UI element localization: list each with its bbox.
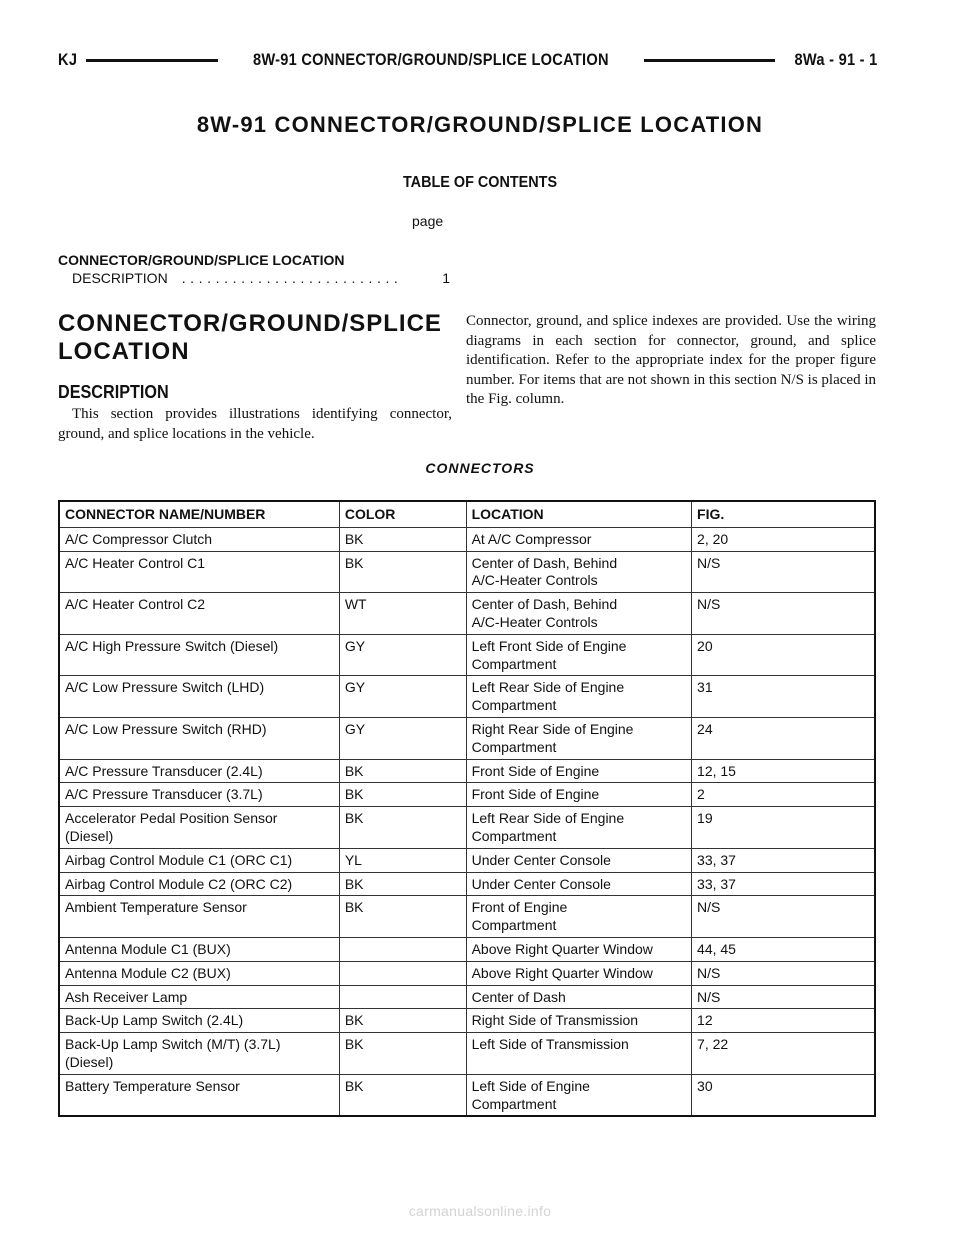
fig-cell: 33, 37: [692, 848, 875, 872]
index-paragraph: Connector, ground, and splice indexes are provided. Use the wiring diagrams in each section for connector, ground, and splice identification. Refer to the appropriate index for the proper figure number. For items that are not shown in this section N/S is placed in the Fig. column.: [466, 313, 876, 407]
table-row: [59, 872, 875, 896]
fig-cell: 12, 15: [692, 759, 875, 783]
table-row: [59, 717, 875, 759]
toc-entry-label: DESCRIPTION: [72, 270, 168, 286]
connector-name-cell: A/C Low Pressure Switch (LHD): [59, 676, 339, 718]
fig-cell: 2, 20: [692, 527, 875, 551]
color-cell: [339, 937, 466, 961]
header-page-number: 8Wa - 91 - 1: [794, 50, 878, 69]
table-row: [59, 896, 875, 938]
fig-cell: N/S: [692, 985, 875, 1009]
color-cell: BK: [339, 527, 466, 551]
table-row: [59, 1074, 875, 1116]
location-cell: Front of Engine Compartment: [466, 896, 691, 938]
connector-name-cell: Antenna Module C2 (BUX): [59, 961, 339, 985]
toc-page-label: page: [412, 213, 444, 229]
column-header: CONNECTOR NAME/NUMBER: [59, 501, 339, 527]
location-cell: Center of Dash, Behind A/C-Heater Controls: [466, 593, 691, 635]
table-row: [59, 961, 875, 985]
table-row: [59, 1033, 875, 1075]
color-cell: BK: [339, 783, 466, 807]
connector-name-cell: A/C High Pressure Switch (Diesel): [59, 634, 339, 676]
table-row: [59, 527, 875, 551]
fig-cell: 31: [692, 676, 875, 718]
connector-name-cell: Airbag Control Module C2 (ORC C2): [59, 872, 339, 896]
table-row: [59, 634, 875, 676]
fig-cell: 20: [692, 634, 875, 676]
column-header: FIG.: [692, 501, 875, 527]
fig-cell: N/S: [692, 961, 875, 985]
page-title: 8W-91 CONNECTOR/GROUND/SPLICE LOCATION: [196, 112, 764, 137]
fig-cell: 19: [692, 807, 875, 849]
fig-cell: 30: [692, 1074, 875, 1116]
color-cell: GY: [339, 676, 466, 718]
watermark: carmanualsonline.info: [408, 1203, 552, 1219]
location-cell: Left Front Side of Engine Compartment: [466, 634, 691, 676]
location-cell: Left Side of Transmission: [466, 1033, 691, 1075]
fig-cell: 44, 45: [692, 937, 875, 961]
location-cell: Left Rear Side of Engine Compartment: [466, 676, 691, 718]
connector-name-cell: Antenna Module C1 (BUX): [59, 937, 339, 961]
location-cell: Front Side of Engine: [466, 783, 691, 807]
connector-name-cell: A/C Pressure Transducer (3.7L): [59, 783, 339, 807]
connector-name-cell: A/C Compressor Clutch: [59, 527, 339, 551]
table-row: [59, 1009, 875, 1033]
color-cell: BK: [339, 551, 466, 593]
color-cell: GY: [339, 717, 466, 759]
table-header-row: [59, 501, 875, 527]
color-cell: YL: [339, 848, 466, 872]
fig-cell: 24: [692, 717, 875, 759]
connectors-table-body: [59, 527, 875, 1116]
table-row: [59, 783, 875, 807]
fig-cell: N/S: [692, 593, 875, 635]
color-cell: GY: [339, 634, 466, 676]
fig-cell: 12: [692, 1009, 875, 1033]
table-row: [59, 848, 875, 872]
location-cell: Under Center Console: [466, 848, 691, 872]
location-cell: Under Center Console: [466, 872, 691, 896]
table-row: [59, 937, 875, 961]
color-cell: BK: [339, 807, 466, 849]
color-cell: [339, 985, 466, 1009]
toc-entry[interactable]: [72, 270, 450, 286]
connector-name-cell: Back-Up Lamp Switch (2.4L): [59, 1009, 339, 1033]
section-title: CONNECTOR/GROUND/SPLICE LOCATION: [58, 310, 442, 365]
connector-name-cell: A/C Low Pressure Switch (RHD): [59, 717, 339, 759]
description-paragraph: This section provides illustrations identifying connector, ground, and splice locations in the vehicle.: [58, 406, 452, 442]
color-cell: BK: [339, 896, 466, 938]
color-cell: [339, 961, 466, 985]
connector-name-cell: Battery Temperature Sensor: [59, 1074, 339, 1116]
column-header: COLOR: [339, 501, 466, 527]
running-header: [58, 46, 878, 74]
location-cell: Above Right Quarter Window: [466, 961, 691, 985]
location-cell: Right Side of Transmission: [466, 1009, 691, 1033]
location-cell: Center of Dash: [466, 985, 691, 1009]
connector-name-cell: A/C Heater Control C2: [59, 593, 339, 635]
location-cell: At A/C Compressor: [466, 527, 691, 551]
color-cell: BK: [339, 759, 466, 783]
location-cell: Right Rear Side of Engine Compartment: [466, 717, 691, 759]
fig-cell: 33, 37: [692, 872, 875, 896]
connector-name-cell: Airbag Control Module C1 (ORC C1): [59, 848, 339, 872]
header-rule: [86, 59, 218, 62]
toc-section-title: CONNECTOR/GROUND/SPLICE LOCATION: [58, 252, 345, 268]
connectors-table: [58, 500, 876, 1117]
right-column: [466, 312, 876, 410]
connector-name-cell: A/C Heater Control C1: [59, 551, 339, 593]
color-cell: BK: [339, 872, 466, 896]
toc-entry-page: 1: [442, 270, 450, 286]
fig-cell: 7, 22: [692, 1033, 875, 1075]
table-row: [59, 676, 875, 718]
toc-heading: TABLE OF CONTENTS: [402, 174, 558, 191]
header-vehicle-code: KJ: [58, 50, 78, 69]
location-cell: Above Right Quarter Window: [466, 937, 691, 961]
location-cell: Left Side of Engine Compartment: [466, 1074, 691, 1116]
table-row: [59, 985, 875, 1009]
table-row: [59, 807, 875, 849]
connector-name-cell: Back-Up Lamp Switch (M/T) (3.7L) (Diesel): [59, 1033, 339, 1075]
column-header: LOCATION: [466, 501, 691, 527]
color-cell: BK: [339, 1009, 466, 1033]
left-column: [58, 310, 452, 444]
description-subheading: DESCRIPTION: [58, 382, 169, 402]
location-cell: Center of Dash, Behind A/C-Heater Controls: [466, 551, 691, 593]
location-cell: Front Side of Engine: [466, 759, 691, 783]
connector-name-cell: Ash Receiver Lamp: [59, 985, 339, 1009]
header-rule: [644, 59, 776, 62]
toc-entry-leader: ..........................: [181, 270, 403, 286]
table-row: [59, 593, 875, 635]
header-section-title: 8W-91 CONNECTOR/GROUND/SPLICE LOCATION: [253, 50, 609, 69]
fig-cell: N/S: [692, 551, 875, 593]
fig-cell: 2: [692, 783, 875, 807]
table-row: [59, 759, 875, 783]
color-cell: BK: [339, 1074, 466, 1116]
connectors-caption: CONNECTORS: [425, 460, 535, 476]
connector-name-cell: A/C Pressure Transducer (2.4L): [59, 759, 339, 783]
color-cell: WT: [339, 593, 466, 635]
table-row: [59, 551, 875, 593]
fig-cell: N/S: [692, 896, 875, 938]
connector-name-cell: Accelerator Pedal Position Sensor (Diesel): [59, 807, 339, 849]
connector-name-cell: Ambient Temperature Sensor: [59, 896, 339, 938]
location-cell: Left Rear Side of Engine Compartment: [466, 807, 691, 849]
color-cell: BK: [339, 1033, 466, 1075]
